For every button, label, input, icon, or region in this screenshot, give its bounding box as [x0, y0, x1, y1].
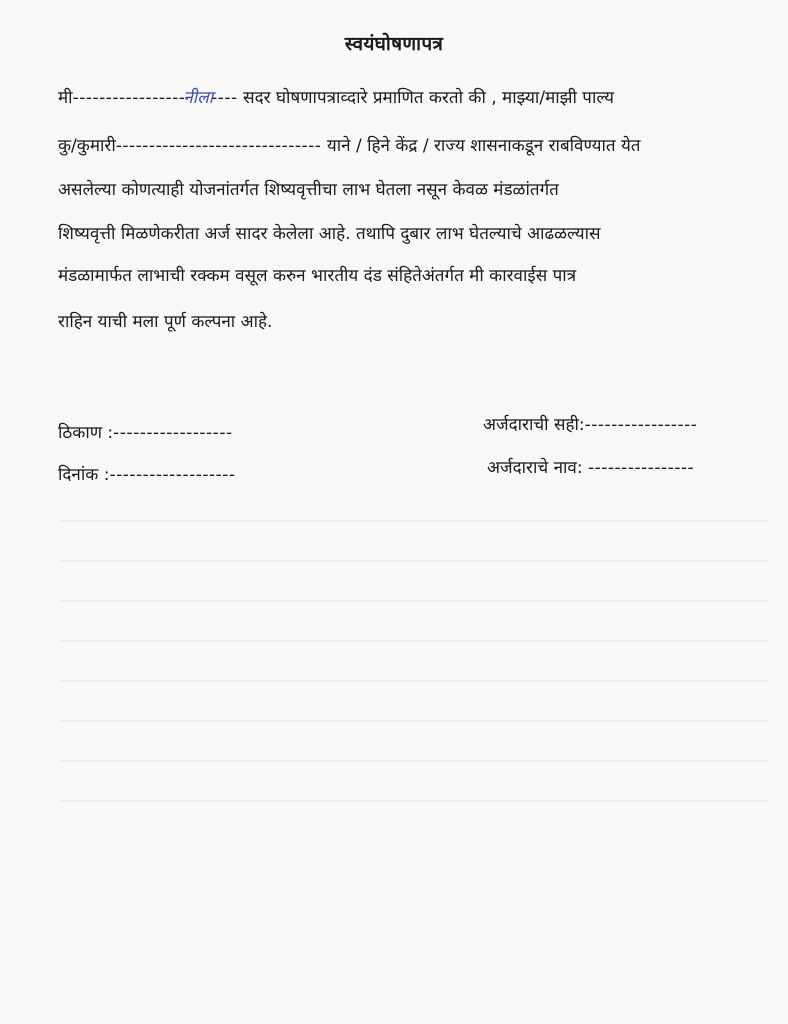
- body-line-5: मंडळामार्फत लाभाची रक्कम वसूल करुन भारतीय दंड संहितेअंतर्गत मी कारवाईस पात्र: [58, 266, 577, 286]
- body-line-4: शिष्यवृत्ती मिळणेकरीता अर्ज सादर केलेला आहे. तथापि दुबार लाभ घेतल्याचे आढळल्यास: [58, 224, 601, 244]
- signature-blank[interactable]: -----------------: [584, 415, 698, 435]
- bleed-through-line: [60, 760, 768, 762]
- place-label: ठिकाण :: [58, 423, 114, 443]
- ward-prefix: कु/कुमारी: [58, 136, 116, 156]
- date-field: [58, 462, 236, 485]
- document-title: स्वयंघोषणापत्र: [344, 33, 444, 55]
- bleed-through-line: [60, 800, 768, 802]
- bleed-through-line: [60, 600, 768, 602]
- bleed-through-line: [60, 720, 768, 722]
- applicant-name-field: [487, 455, 694, 478]
- applicant-name-blank[interactable]: ----------------: [588, 458, 695, 478]
- place-field: [58, 420, 233, 443]
- place-blank[interactable]: ------------------: [113, 423, 233, 443]
- line-1-text: सदर घोषणापत्राव्दारे प्रमाणित करतो की , माझ्या/माझी पाल्य: [243, 88, 614, 108]
- body-line-3: असलेल्या कोणत्याही योजनांतर्गत शिष्यवृत्तीचा लाभ घेतला नसून केवळ मंडळांतर्गत: [58, 180, 559, 200]
- bleed-through-line: [60, 560, 768, 562]
- body-line-2: [58, 134, 641, 158]
- signature-field: [483, 412, 697, 435]
- handwritten-name: नीला: [183, 88, 214, 108]
- date-label: दिनांक :: [58, 465, 110, 485]
- date-blank[interactable]: -------------------: [109, 465, 236, 485]
- signature-label: अर्जदाराची सही:: [483, 415, 585, 435]
- bleed-through-line: [60, 680, 768, 682]
- body-line-1: [58, 86, 614, 110]
- line-2-text: याने / हिने केंद्र / राज्य शासनाकडून राबविण्यात येत: [326, 136, 641, 156]
- body-line-6: राहिन याची मला पूर्ण कल्पना आहे.: [58, 312, 273, 332]
- bleed-through-line: [60, 640, 768, 642]
- declarant-name-blank[interactable]: -----------------: [72, 88, 186, 108]
- self-prefix: मी: [58, 88, 73, 108]
- declarant-name-blank-end: ----: [211, 88, 238, 108]
- applicant-name-label: अर्जदाराचे नाव:: [487, 458, 583, 478]
- ward-name-blank[interactable]: -------------------------------: [115, 136, 322, 156]
- bleed-through-line: [60, 520, 768, 522]
